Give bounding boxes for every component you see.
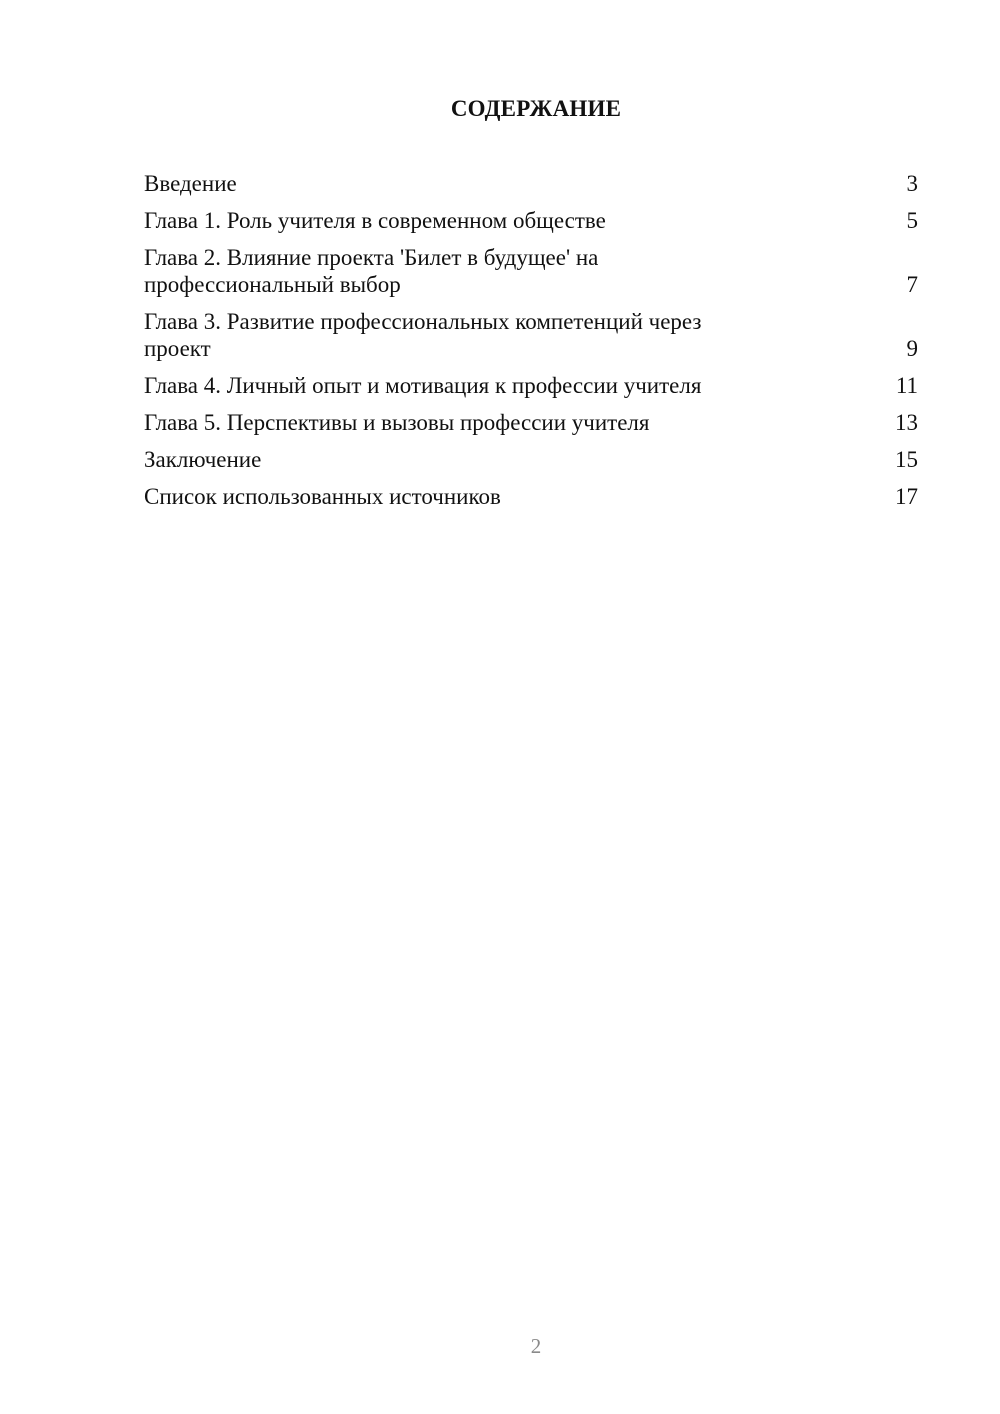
toc-entry-title: Заключение bbox=[144, 447, 262, 472]
toc-entry bbox=[144, 483, 918, 510]
toc-entry bbox=[144, 170, 918, 197]
toc-entry-title: Глава 2. Влияние проекта 'Билет в будущее' на профессиональный выбор bbox=[144, 245, 599, 297]
table-of-contents bbox=[144, 170, 918, 520]
toc-entry-page: 17 bbox=[895, 484, 918, 509]
document-title: СОДЕРЖАНИЕ bbox=[450, 96, 622, 121]
toc-entry bbox=[144, 308, 918, 362]
toc-entry-page: 11 bbox=[895, 373, 918, 398]
toc-entry-title: Глава 1. Роль учителя в современном обществе bbox=[144, 208, 606, 233]
toc-entry-title: Глава 5. Перспективы и вызовы профессии учителя bbox=[144, 410, 650, 435]
toc-entry bbox=[144, 207, 918, 234]
toc-entry bbox=[144, 409, 918, 436]
toc-entry-page: 7 bbox=[906, 272, 918, 297]
toc-entry-title: Введение bbox=[144, 171, 237, 196]
toc-entry bbox=[144, 244, 918, 298]
toc-entry-page: 13 bbox=[895, 410, 918, 435]
toc-entry-title: Глава 3. Развитие профессиональных компетенций через проект bbox=[144, 309, 702, 361]
toc-entry bbox=[144, 372, 918, 399]
page-number: 2 bbox=[530, 1334, 542, 1358]
toc-entry-page: 5 bbox=[906, 208, 918, 233]
toc-entry bbox=[144, 446, 918, 473]
toc-entry-title: Список использованных источников bbox=[144, 484, 501, 509]
toc-entry-page: 3 bbox=[906, 171, 918, 196]
toc-entry-page: 9 bbox=[906, 336, 918, 361]
toc-entry-page: 15 bbox=[895, 447, 918, 472]
toc-entry-title: Глава 4. Личный опыт и мотивация к профессии учителя bbox=[144, 373, 702, 398]
